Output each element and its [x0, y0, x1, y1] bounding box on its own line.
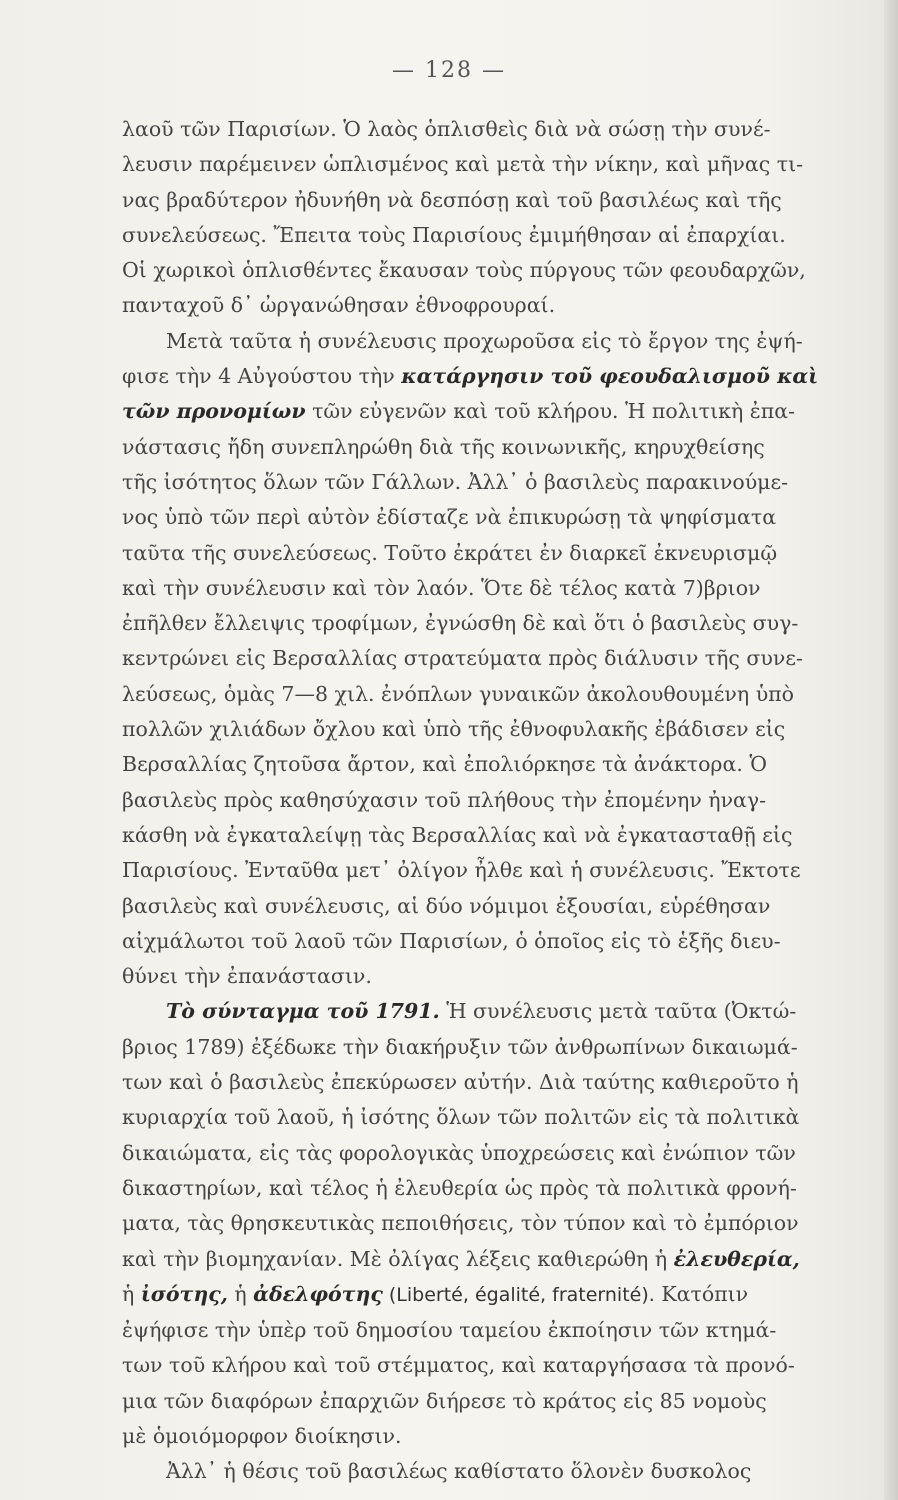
text-span: φισε τὴν 4 Αὐγούστου τὴν: [122, 364, 402, 389]
text-line: μὲ ὁμοιόμορφον διοίκησιν.: [122, 1423, 402, 1448]
text-line: Παρισίους. Ἐνταῦθα μετ᾿ ὀλίγον ἦλθε καὶ ἡ συνέλευσις. Ἔκτοτε: [122, 858, 801, 883]
text-line: καὶ τὴν συνέλευσιν καὶ τὸν λαόν. Ὅτε δὲ τέλος κατὰ 7)βριον: [122, 575, 761, 600]
text-line: κεντρώνει εἰς Βερσαλλίας στρατεύματα πρὸς διάλυσιν τῆς συνε-: [122, 646, 803, 671]
text-line: λαοῦ τῶν Παρισίων. Ὁ λαὸς ὁπλισθεὶς διὰ νὰ σώσῃ τὴν συνέ-: [122, 117, 771, 141]
latin-text: (Liberté, égalité, fraternité).: [382, 1283, 655, 1306]
text-span: καὶ τὴν βιομηχανίαν. Μὲ ὀλίγας λέξεις καθιερώθη ἡ: [122, 1246, 674, 1271]
text-line: ἐψήφισε τὴν ὑπὲρ τοῦ δημοσίου ταμείου ἐκποίησιν τῶν κτημά-: [122, 1318, 777, 1343]
text-line: πανταχοῦ δ᾿ ὠργανώθησαν ἐθνοφρουραί.: [122, 293, 556, 318]
text-line: των καὶ ὁ βασιλεὺς ἐπεκύρωσεν αὐτήν. Διὰ ταύτης καθιεροῦτο ἡ: [122, 1070, 799, 1095]
text-span: ἡ: [122, 1281, 141, 1306]
text-line: θύνει τὴν ἐπανάστασιν.: [122, 964, 372, 989]
text-line: ματα, τὰς θρησκευτικὰς πεποιθήσεις, τὸν τύπον καὶ τὸ ἐμπόριον: [122, 1211, 799, 1236]
emphasis-text: ἐλευθερία,: [673, 1246, 800, 1271]
emphasis-text: κατάργησιν τοῦ φεουδαλισμοῦ καὶ: [401, 364, 819, 389]
text-line: βριος 1789) ἐξέδωκε τὴν διακήρυξιν τῶν ἀνθρωπίνων δικαιωμά-: [122, 1034, 798, 1059]
page-edge: [884, 0, 898, 1500]
text-line: νάστασις ἤδη συνεπληρώθη διὰ τῆς κοινωνικῆς, κηρυχθείσης: [122, 434, 765, 459]
text-line: ἐπῆλθεν ἔλλειψις τροφίμων, ἐγνώσθη δὲ καὶ ὅτι ὁ βασιλεὺς συγ-: [122, 611, 799, 636]
text-line: συνελεύσεως. Ἔπειτα τοὺς Παρισίους ἐμιμήθησαν αἱ ἐπαρχίαι.: [122, 222, 786, 247]
text-span: Ἡ συνέλευσις μετὰ ταῦτα (Ὀκτώ-: [439, 999, 797, 1024]
emphasis-text: τῶν προνομίων: [122, 399, 306, 424]
text-span: τῶν εὐγενῶν καὶ τοῦ κλήρου. Ἡ πολιτικὴ ἐπα-: [305, 399, 796, 424]
text-line: λεύσεως, ὁμὰς 7—8 χιλ. ἐνόπλων γυναικῶν ἀκολουθουμένη ὑπὸ: [122, 681, 794, 706]
text-line: Βερσαλλίας ζητοῦσα ἄρτον, καὶ ἐπολιόρκησε τὰ ἀνάκτορα. Ὁ: [122, 752, 767, 777]
text-span: Κατόπιν: [654, 1281, 749, 1306]
text-line: Ἀλλ᾿ ἡ θέσις τοῦ βασιλέως καθίστατο ὅλονὲν δυσκολος: [166, 1459, 752, 1484]
text-line: βασιλεὺς καὶ συνέλευσις, αἱ δύο νόμιμοι ἐξουσίαι, εὑρέθησαν: [122, 893, 771, 918]
text-line: [122, 394, 882, 429]
text-line: λευσιν παρέμεινεν ὡπλισμένος καὶ μετὰ τὴν νίκην, καὶ μῆνας τι-: [122, 152, 804, 177]
emphasis-text: ἀδελφότης: [253, 1281, 383, 1306]
body-text: [122, 112, 882, 1490]
text-line: [122, 359, 882, 394]
text-line: δικαστηρίων, καὶ τέλος ἡ ἐλευθερία ὡς πρὸς τὰ πολιτικὰ φρονή-: [122, 1175, 797, 1200]
text-line: Οἱ χωρικοὶ ὁπλισθέντες ἔκαυσαν τοὺς πύργους τῶν φεουδαρχῶν,: [122, 258, 806, 283]
text-line: πολλῶν χιλιάδων ὄχλου καὶ ὑπὸ τῆς ἐθνοφυλακῆς ἐβάδισεν εἰς: [122, 717, 786, 742]
text-line: Μετὰ ταῦτα ἡ συνέλευσις προχωροῦσα εἰς τὸ ἔργον της ἐψή-: [166, 328, 803, 353]
text-line: ταῦτα τῆς συνελεύσεως. Τοῦτο ἐκράτει ἐν διαρκεῖ ἐκνευρισμῷ: [122, 540, 778, 565]
text-line: [122, 994, 882, 1029]
text-line: τῆς ἰσότητος ὅλων τῶν Γάλλων. Ἀλλ᾿ ὁ βασιλεὺς παρακινούμε-: [122, 469, 789, 494]
text-line: [122, 1242, 882, 1277]
text-line: αἰχμάλωτοι τοῦ λαοῦ τῶν Παρισίων, ὁ ὁποῖος εἰς τὸ ἑξῆς διευ-: [122, 928, 781, 953]
text-line: βασιλεὺς πρὸς καθησύχασιν τοῦ πλήθους τὴν ἐπομένην ἠναγ-: [122, 787, 767, 812]
text-line: κυριαρχία τοῦ λαοῦ, ἡ ἰσότης ὅλων τῶν πολιτῶν εἰς τὰ πολιτικὰ: [122, 1105, 800, 1130]
text-line: νος ὑπὸ τῶν περὶ αὐτὸν ἐδίσταζε νὰ ἐπικυρώσῃ τὰ ψηφίσματα: [122, 505, 777, 530]
text-line: [122, 1277, 882, 1313]
text-span: ἡ: [227, 1281, 254, 1306]
text-line: των τοῦ κλήρου καὶ τοῦ στέμματος, καὶ καταργήσασα τὰ προνό-: [122, 1353, 795, 1378]
text-line: νας βραδύτερον ἠδυνήθη νὰ δεσπόσῃ καὶ τοῦ βασιλέως καὶ τῆς: [122, 187, 782, 212]
page-number: — 128 —: [392, 58, 506, 83]
emphasis-text: ἰσότης,: [140, 1281, 228, 1306]
text-line: κάσθη νὰ ἐγκαταλείψῃ τὰς Βερσαλλίας καὶ νὰ ἐγκατασταθῇ εἰς: [122, 822, 793, 847]
text-line: δικαιώματα, εἰς τὰς φορολογικὰς ὑποχρεώσεις καὶ ἐνώπιον τῶν: [122, 1140, 796, 1165]
section-heading: Τὸ σύνταγμα τοῦ 1791.: [166, 999, 440, 1024]
text-line: μια τῶν διαφόρων ἐπαρχιῶν διήρεσε τὸ κράτος εἰς 85 νομοὺς: [122, 1388, 767, 1413]
